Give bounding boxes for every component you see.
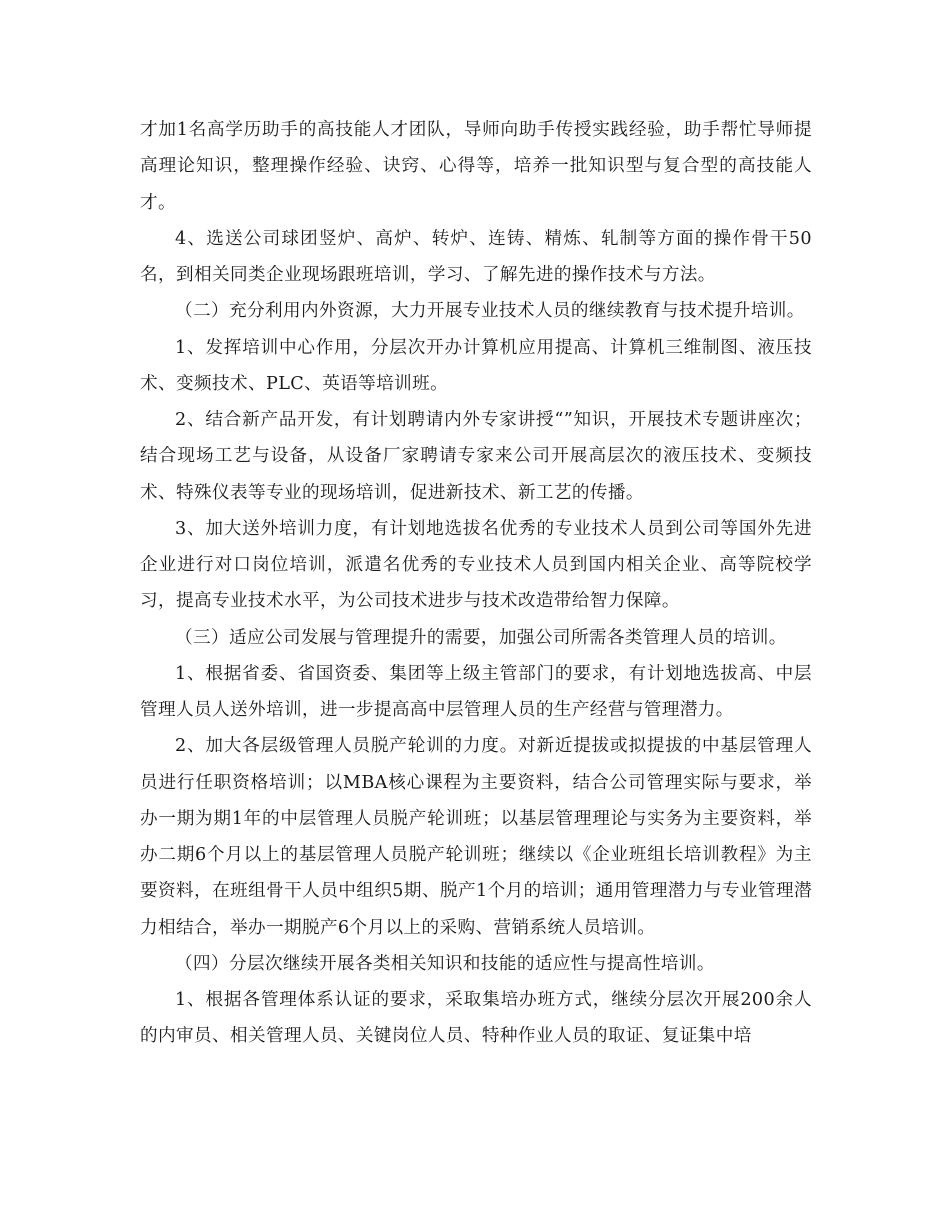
section-heading-4: （四）分层次继续开展各类相关知识和技能的适应性与提高性培训。 bbox=[175, 953, 715, 974]
paragraph-item-4: 4、选送公司球团竖炉、高炉、转炉、连铸、精炼、轧制等方面的操作骨干50名，到相关同类企业现场跟班培训，学习、了解先进的操作技术与方法。 bbox=[140, 228, 812, 285]
section-heading-2: （二）充分利用内外资源，大力开展专业技术人员的继续教育与技术提升培训。 bbox=[175, 301, 805, 322]
paragraph-item-2: 2、加大各层级管理人员脱产轮训的力度。对新近提拔或拟提拔的中基层管理人员进行任职资格培训；以MBA核心课程为主要资料，结合公司管理实际与要求，举办一期为期1年的中层管理人员脱产轮训班；以基层管理理论与实务为主要资料，举办二期6个月以上的基层管理人员脱产轮训班；继续以《企业班组长培训教程》为主要资料，在班组骨干人员中组织5期、脱产1个月的培训；通用管理潜力与专业管理潜力相结合，举办一期脱产6个月以上的采购、营销系统人员培训。 bbox=[140, 736, 812, 938]
paragraph-item-2: 2、结合新产品开发，有计划聘请内外专家讲授“”知识，开展技术专题讲座次；结合现场工艺与设备，从设备厂家聘请专家来公司开展高层次的液压技术、变频技术、特殊仪表等专业的现场培训，促进新技术、新工艺的传播。 bbox=[140, 410, 812, 503]
paragraph-item-1: 1、根据各管理体系认证的要求，采取集培办班方式，继续分层次开展200余人的内审员、相关管理人员、关键岗位人员、特种作业人员的取证、复证集中培 bbox=[140, 990, 812, 1047]
document-body bbox=[140, 112, 812, 1055]
paragraph-item-1: 1、根据省委、省国资委、集团等上级主管部门的要求，有计划地选拔高、中层管理人员人送外培训，进一步提高高中层管理人员的生产经营与管理潜力。 bbox=[140, 663, 812, 720]
paragraph-continuation: 才加1名高学历助手的高技能人才团队，导师向助手传授实践经验，助手帮忙导师提高理论知识，整理操作经验、诀窍、心得等，培养一批知识型与复合型的高技能人才。 bbox=[140, 120, 812, 213]
section-heading-3: （三）适应公司发展与管理提升的需要，加强公司所需各类管理人员的培训。 bbox=[175, 627, 787, 648]
paragraph-item-3: 3、加大送外培训力度，有计划地选拔名优秀的专业技术人员到公司等国外先进企业进行对口岗位培训，派遣名优秀的专业技术人员到国内相关企业、高等院校学习，提高专业技术水平，为公司技术进步与技术改造带给智力保障。 bbox=[140, 518, 812, 612]
paragraph-item-1: 1、发挥培训中心作用，分层次开办计算机应用提高、计算机三维制图、液压技术、变频技术、PLC、英语等培训班。 bbox=[140, 337, 812, 394]
